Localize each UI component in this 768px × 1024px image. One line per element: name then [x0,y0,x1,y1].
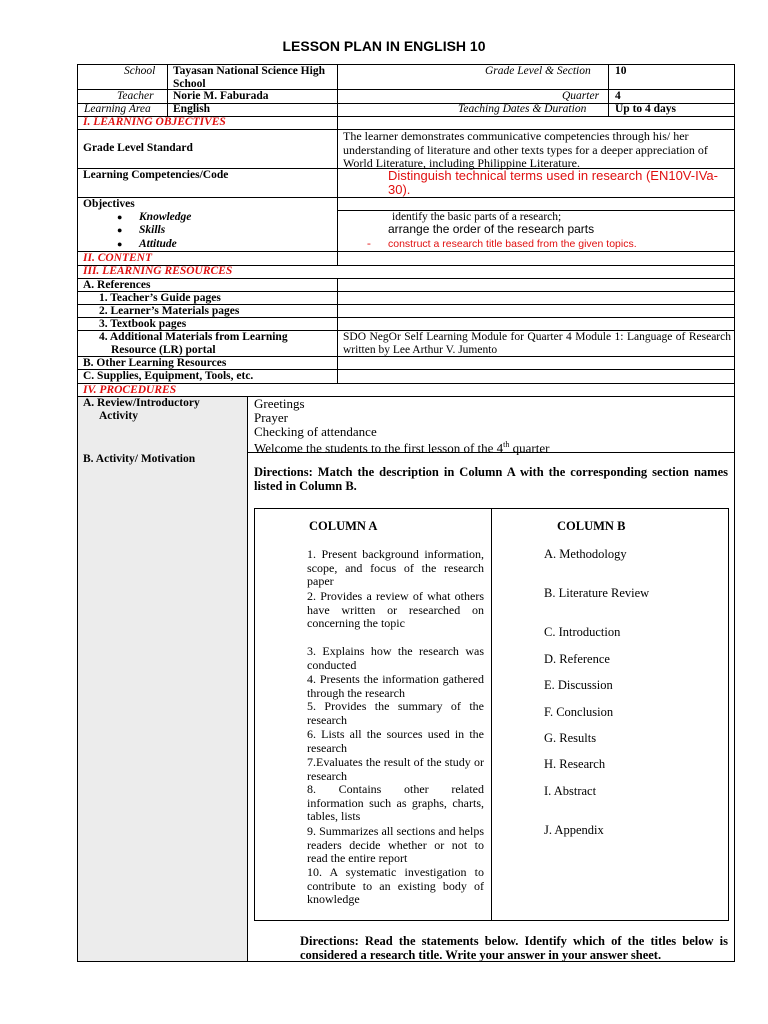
review-line: Greetings [254,396,305,411]
competencies-label: Learning Competencies/Code [83,169,229,181]
teacher-value: Norie M. Faburada [173,90,269,102]
teacher-label: Teacher [117,90,154,102]
supplies-label: C. Supplies, Equipment, Tools, etc. [83,370,254,382]
column-a-item: 4. Presents the information gathered through the research [307,672,484,700]
grade-standard-label: Grade Level Standard [83,142,193,154]
skills-text: arrange the order of the research parts [388,222,595,236]
activity-label: B. Activity/ Motivation [83,453,196,465]
additional-materials-text: SDO NegOr Self Learning Module for Quarter 4 Module 1: Language of Research written by Lee Arthur V. Jumento [343,331,731,356]
teaching-dates-label: Teaching Dates & Duration [458,103,587,115]
welcome-text-end: quarter [509,440,550,456]
column-b-item: G. Results [544,731,597,745]
additional-materials-label-2: Resource (LR) portal [111,344,216,356]
attitude-label: Attitude [139,238,177,250]
attitude-text: construct a research title based from the given topics. [388,238,637,250]
teachers-guide-label: 1. Teacher’s Guide pages [99,292,221,304]
review-label: A. Review/Introductory [83,397,200,409]
welcome-sup: th [503,440,510,449]
objectives-heading: I. LEARNING OBJECTIVES [83,116,226,128]
bullet-icon: ● [117,239,123,249]
procedures-label-column [78,397,247,961]
review-line: Checking of attendance [254,424,377,439]
other-resources-label: B. Other Learning Resources [83,357,227,369]
procedures-heading: IV. PROCEDURES [83,384,177,396]
quarter-value: 4 [615,90,621,102]
column-b-item: B. Literature Review [544,586,650,600]
teaching-dates-value: Up to 4 days [615,103,677,115]
welcome-line [254,438,549,455]
learning-area-value: English [173,103,211,115]
knowledge-text: identify the basic parts of a research; [392,211,562,223]
column-a-title: COLUMN A [309,519,378,533]
references-label: A. References [83,279,151,291]
textbook-label: 3. Textbook pages [99,318,187,330]
bullet-icon: ● [117,225,123,235]
grade-label: Grade Level & Section [485,65,591,77]
column-a-item: 9. Summarizes all sections and helps readers decide whether or not to read the entire report [307,824,484,866]
additional-materials-label: 4. Additional Materials from Learning [99,331,288,343]
content-heading: II. CONTENT [83,252,153,264]
quarter-label: Quarter [562,90,600,102]
attitude-dash: - [367,238,371,250]
column-b-item: I. Abstract [544,784,597,798]
column-a-item: 7.Evaluates the result of the study or research [307,755,484,783]
column-b-title: COLUMN B [557,519,626,533]
column-b-item: F. Conclusion [544,705,614,719]
column-a-item: 6. Lists all the sources used in the research [307,727,484,755]
match-directions: Directions: Match the description in Column A with the corresponding section names listed in Column B. [254,465,728,493]
column-a-item: 1. Present background information, scope, and focus of the research paper [307,547,484,589]
column-b-item: J. Appendix [544,823,604,837]
welcome-text: Welcome the students to the first lesson of the 4 [254,440,504,456]
learning-area-label: Learning Area [84,103,151,115]
grade-standard-text: The learner demonstrates communicative competencies through his/ her understanding of literature and other texts types for a deeper appreciation of World Literature, including Philippine Literature. [343,129,708,171]
review-label-2: Activity [99,410,138,422]
column-a-item: 10. A systematic investigation to contribute to an existing body of knowledge [307,865,484,907]
learners-materials-label: 2. Learner’s Materials pages [99,305,240,317]
column-b-item: D. Reference [544,652,610,666]
column-b-item: C. Introduction [544,625,621,639]
column-b-item: E. Discussion [544,678,613,692]
grade-value: 10 [615,65,627,77]
column-a-item: 2. Provides a review of what others have written or researched on concerning the topic [307,589,484,631]
column-a-item: 8. Contains other related information such as graphs, charts, tables, lists [307,782,484,824]
column-b-item: A. Methodology [544,547,627,561]
column-a-item: 3. Explains how the research was conducted [307,644,484,672]
school-label: School [124,65,156,77]
school-value: Tayasan National Science High School [173,65,325,90]
knowledge-label: Knowledge [139,211,192,223]
title-directions: Directions: Read the statements below. Identify which of the titles below is considered a research title. Write your answer in your answer sheet. [300,934,728,962]
resources-heading: III. LEARNING RESOURCES [83,265,233,277]
column-a-item: 5. Provides the summary of the research [307,699,484,727]
review-line: Prayer [254,410,288,425]
bullet-icon: ● [117,212,123,222]
page-title: LESSON PLAN IN ENGLISH 10 [282,38,486,54]
competencies-text: Distinguish technical terms used in research (EN10V-IVa-30). [388,168,718,197]
skills-label: Skills [139,224,166,236]
objectives-label: Objectives [83,198,135,210]
column-b-item: H. Research [544,757,606,771]
